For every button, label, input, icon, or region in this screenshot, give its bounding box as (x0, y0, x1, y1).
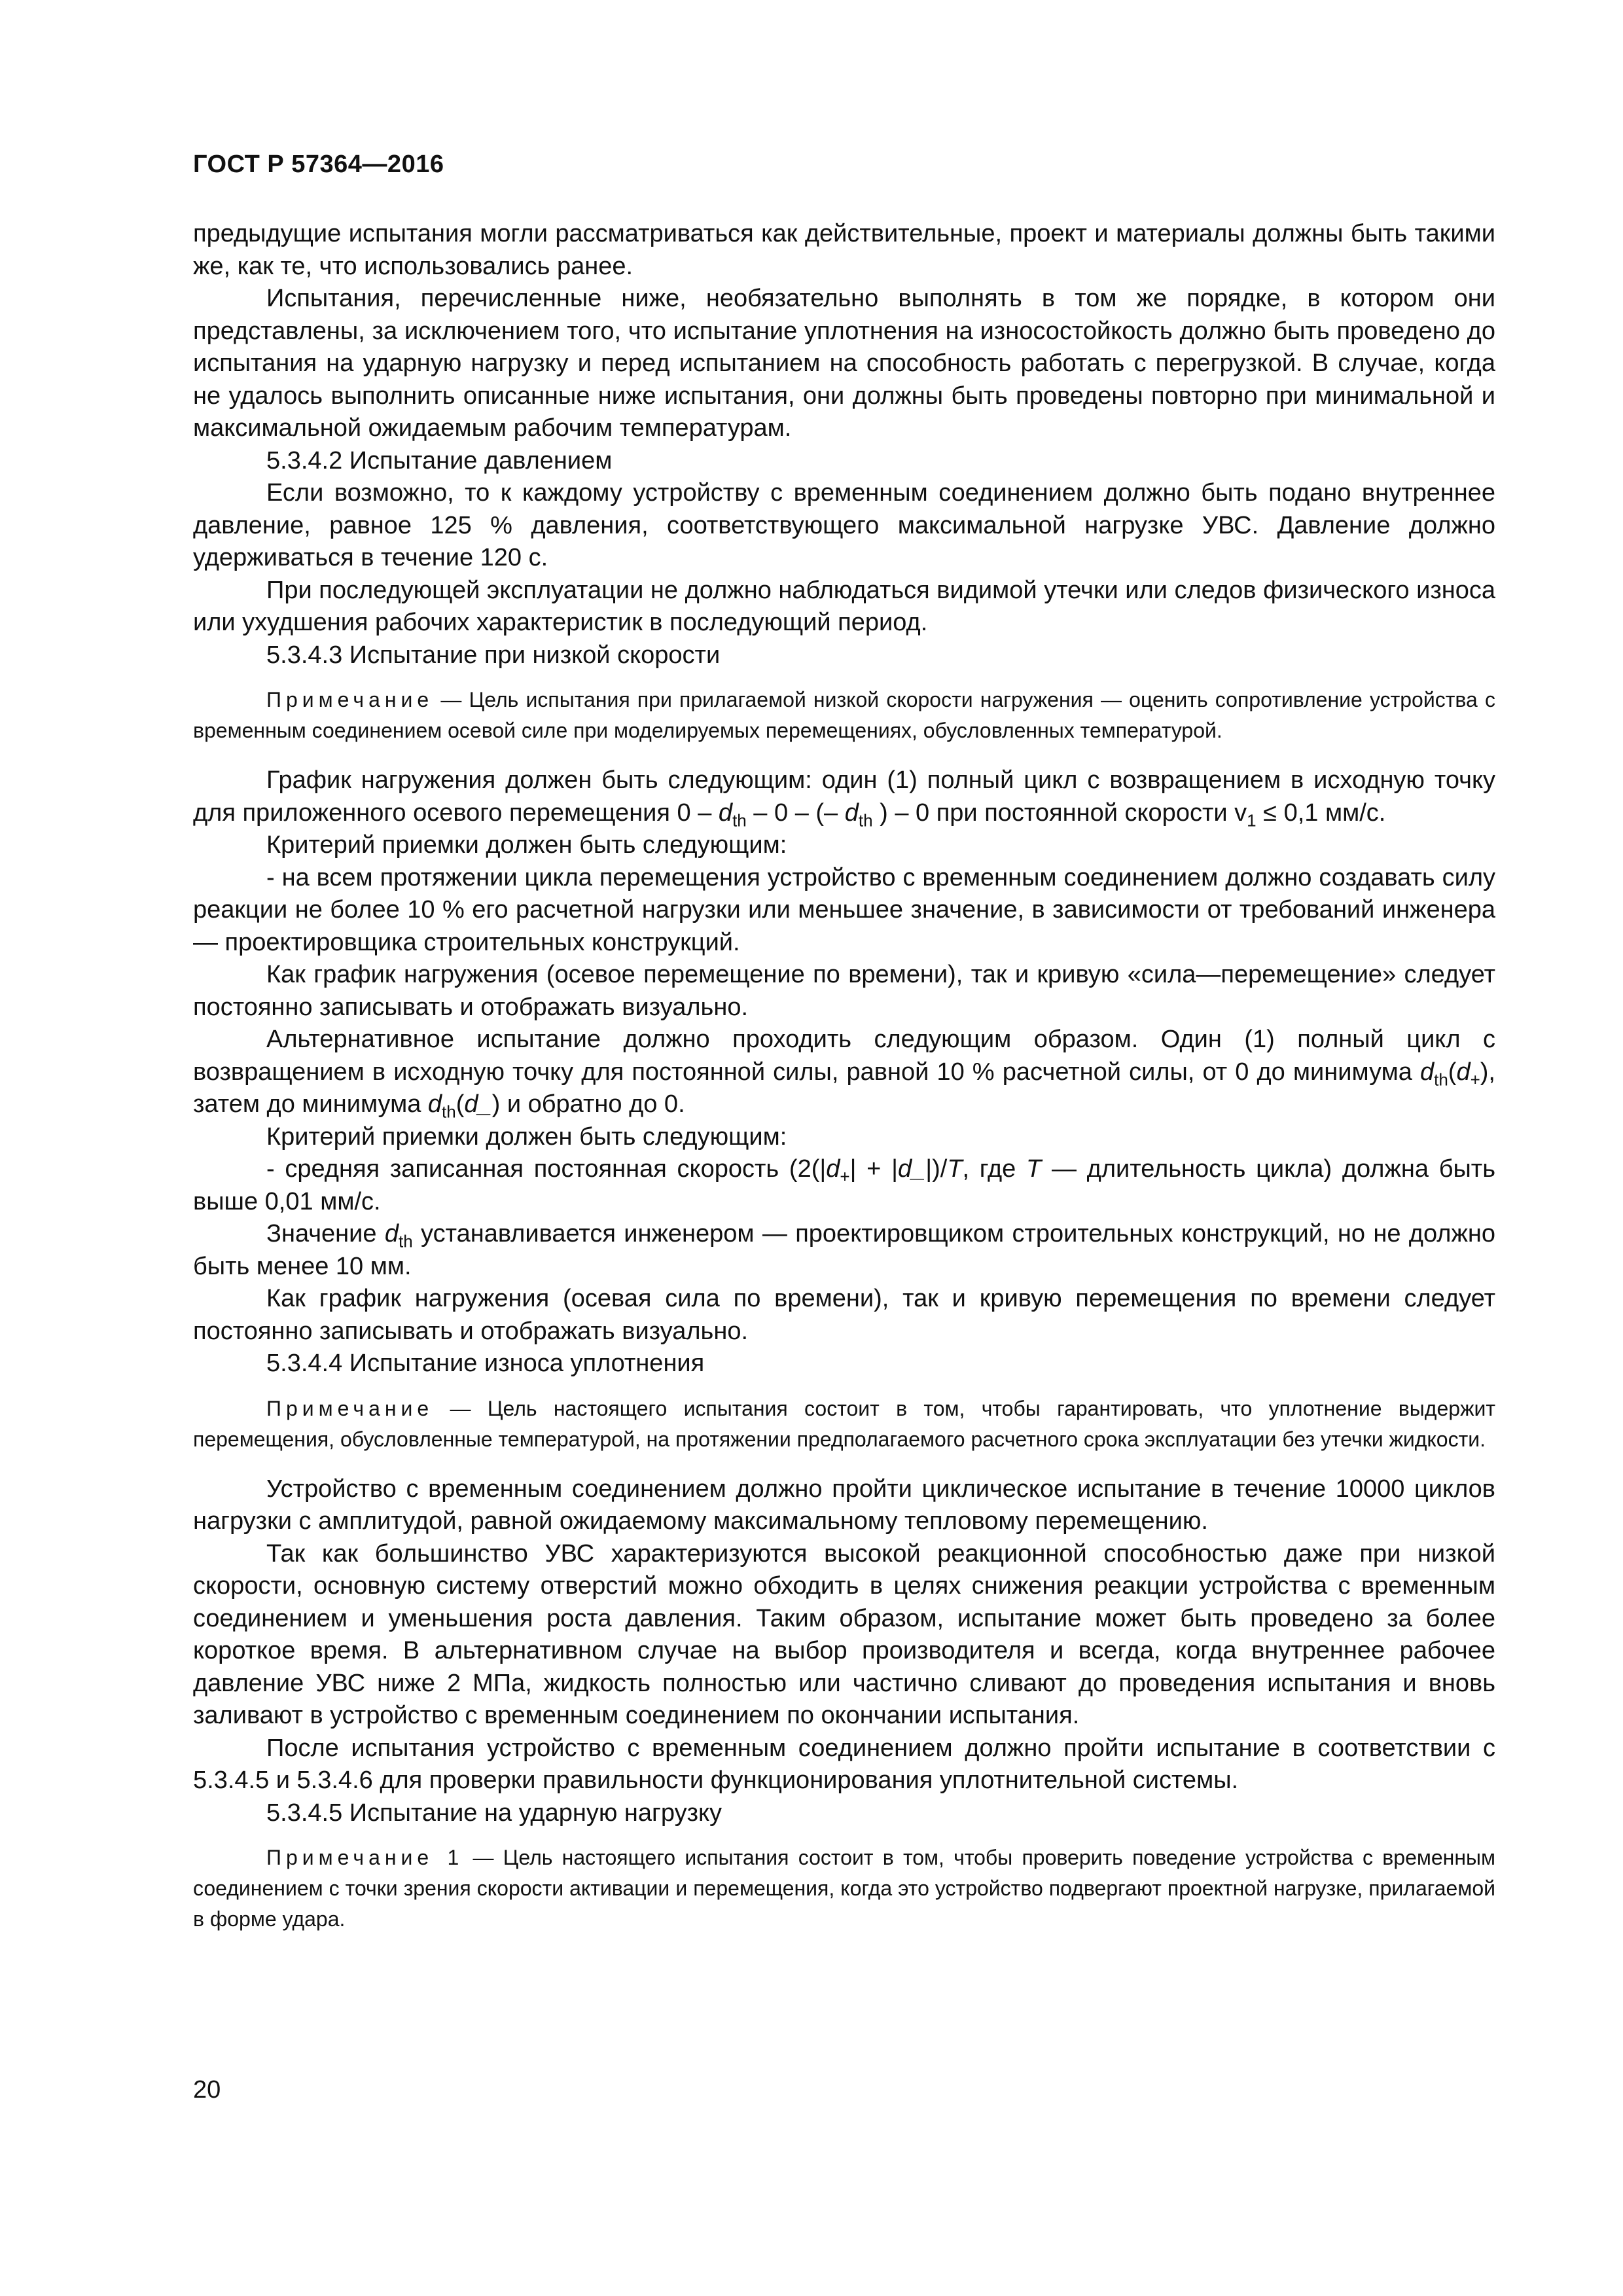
paragraph-dth-value (193, 1218, 1495, 1283)
document-header: ГОСТ Р 57364—2016 (193, 151, 444, 178)
text-run: График нагружения должен быть следующим: один (1) полный цикл с возвращением в исходную точку для приложенного осевого перемещения 0 – (193, 766, 1495, 827)
text-run: - средняя записанная постоянная скорость (2(| (266, 1155, 827, 1183)
paragraph: Так как большинство УВС характеризуются высокой реакционной способностью даже при низкой скорости, основную систему отверстий можно обходить в целях снижения реакции устройства с временным соединением и уменьшения роста давления. Таким образом, испытание может быть проведено за более короткое время. В альтернативном случае на выбор производителя и всегда, когда внутреннее рабочее давление УВС ниже 2 МПа, жидкость полностью или частично сливают до проведения испытания и вновь заливают в устройство с временным соединением по окончании испытания. (193, 1539, 1495, 1729)
subscript-th: th (1434, 1069, 1448, 1090)
paragraph-loading-schedule (193, 764, 1495, 829)
symbol-d: d (844, 798, 859, 827)
symbol-d: d (826, 1155, 840, 1183)
section-heading-5343: 5.3.4.3 Испытание при низкой скорости (266, 641, 721, 669)
paragraph: Как график нагружения (осевая сила по времени), так и кривую перемещения по времени следует постоянно записывать и отображать визуально. (193, 1285, 1495, 1345)
note (193, 1393, 1495, 1455)
subscript-1: 1 (1247, 810, 1257, 831)
symbol-d: d (1456, 1058, 1471, 1086)
section-heading-5344: 5.3.4.4 Испытание износа уплотнения (266, 1350, 705, 1377)
note-label: Примечание (266, 688, 434, 711)
text-run: ( (1448, 1058, 1457, 1086)
paragraph: Если возможно, то к каждому устройству с временным соединением должно быть подано внутреннее давление, равное 125 % давления, соответствующего максимальной нагрузке УВС. Давление должно удерживаться в течение 120 с. (193, 479, 1495, 571)
paragraph: Испытания, перечисленные ниже, необязательно выполнять в том же порядке, в котором они представлены, за исключением того, что испытание уплотнения на износостойкость должно быть проведено до испытания на ударную нагрузку и перед испытанием на способность работать с перегрузкой. В случае, когда не удалось выполнить описанные ниже испытания, они должны быть проведены повторно при минимальной и максимальной ожидаемым рабочим температурам. (193, 285, 1495, 442)
text-run: ) и обратно до 0. (491, 1090, 685, 1118)
note (193, 1842, 1495, 1935)
subscript-minus: _ (912, 1155, 926, 1183)
text-run: — длительность цикла) должна быть выше 0,01 мм/с. (193, 1155, 1495, 1215)
note (193, 685, 1495, 746)
symbol-d: d (464, 1090, 478, 1118)
paragraph-alternative-test (193, 1024, 1495, 1121)
symbol-d: d (384, 1220, 399, 1247)
note-label: Примечание (266, 1396, 434, 1420)
subscript-th: th (442, 1102, 456, 1122)
symbol-d: d (1419, 1058, 1435, 1086)
text-run: ( (455, 1090, 465, 1118)
note-text: — Цель настоящего испытания состоит в том, чтобы гарантировать, что уплотнение выдержит перемещения, обусловленные температурой, на протяжении предполагаемого расчетного срока эксплуатации без утечки жидкости. (193, 1396, 1495, 1451)
note-label: Примечание 1 (266, 1846, 464, 1869)
text-run: ), затем до минимума (193, 1058, 1495, 1118)
paragraph: Критерий приемки должен быть следующим: (266, 831, 787, 859)
document-page (193, 151, 1495, 1953)
note-text: — Цель испытания при прилагаемой низкой скорости нагружения — оценить сопротивление устройства с временным соединением осевой силе при моделируемых перемещениях, обусловленных температурой. (193, 688, 1495, 742)
symbol-d: d (718, 798, 733, 827)
paragraph-average-speed (193, 1153, 1495, 1218)
text-run: ) – 0 при постоянной скорости v (872, 798, 1247, 827)
subscript-th: th (399, 1231, 413, 1251)
subscript-plus: + (1470, 1069, 1480, 1090)
text-run: |)/ (925, 1155, 948, 1183)
text-run: Значение (266, 1220, 385, 1247)
subscript-th: th (858, 810, 873, 831)
paragraph: предыдущие испытания могли рассматриваться как действительные, проект и материалы должны быть такими же, как те, что использовались ранее. (193, 220, 1495, 280)
text-run: | + | (849, 1155, 898, 1183)
note-text: — Цель настоящего испытания состоит в том, чтобы проверить поведение устройства с временным соединением с точки зрения скорости активации и перемещения, когда это устройство подвергают проектной нагрузке, прилагаемой в форме удара. (193, 1846, 1496, 1931)
symbol-d: d (427, 1090, 442, 1118)
symbol-T: T (1026, 1155, 1042, 1183)
section-heading-5345: 5.3.4.5 Испытание на ударную нагрузку (266, 1799, 722, 1827)
text-run: Альтернативное испытание должно проходить следующим образом. Один (1) полный цикл с возвращением в исходную точку для постоянной силы, равной 10 % расчетной силы, от 0 до минимума (193, 1026, 1495, 1086)
paragraph: При последующей эксплуатации не должно наблюдаться видимой утечки или следов физического износа или ухудшения рабочих характеристик в последующий период. (193, 576, 1495, 636)
symbol-T: T (947, 1155, 963, 1183)
text-run: ≤ 0,1 мм/с. (1256, 798, 1386, 827)
paragraph: Как график нагружения (осевое перемещение по времени), так и кривую «сила—перемещение» следует постоянно записывать и отображать визуально. (193, 961, 1495, 1021)
paragraph: Устройство с временным соединением должно пройти циклическое испытание в течение 10000 циклов нагрузки с амплитудой, равной ожидаемому максимальному тепловому перемещению. (193, 1475, 1495, 1535)
text-run: , где (962, 1155, 1026, 1183)
subscript-plus: + (840, 1166, 850, 1187)
symbol-d: d (897, 1155, 912, 1183)
text-run: устанавливается инженером — проектировщиком строительных конструкций, но не должно быть менее 10 мм. (193, 1220, 1495, 1280)
paragraph: Критерий приемки должен быть следующим: (266, 1122, 787, 1151)
section-heading-5342: 5.3.4.2 Испытание давлением (266, 446, 613, 475)
subscript-minus: _ (478, 1090, 492, 1118)
text-run: – 0 – (– (746, 798, 845, 827)
subscript-th: th (732, 810, 747, 831)
paragraph: После испытания устройство с временным соединением должно пройти испытание в соответствии с 5.3.4.5 и 5.3.4.6 для проверки правильности функционирования уплотнительной системы. (193, 1734, 1495, 1794)
page-number: 20 (193, 2076, 221, 2104)
paragraph: - на всем протяжении цикла перемещения устройство с временным соединением должно создавать силу реакции не более 10 % его расчетной нагрузки или меньшее значение, в зависимости от требований инженера — проектировщика строительных конструкций. (193, 863, 1495, 956)
